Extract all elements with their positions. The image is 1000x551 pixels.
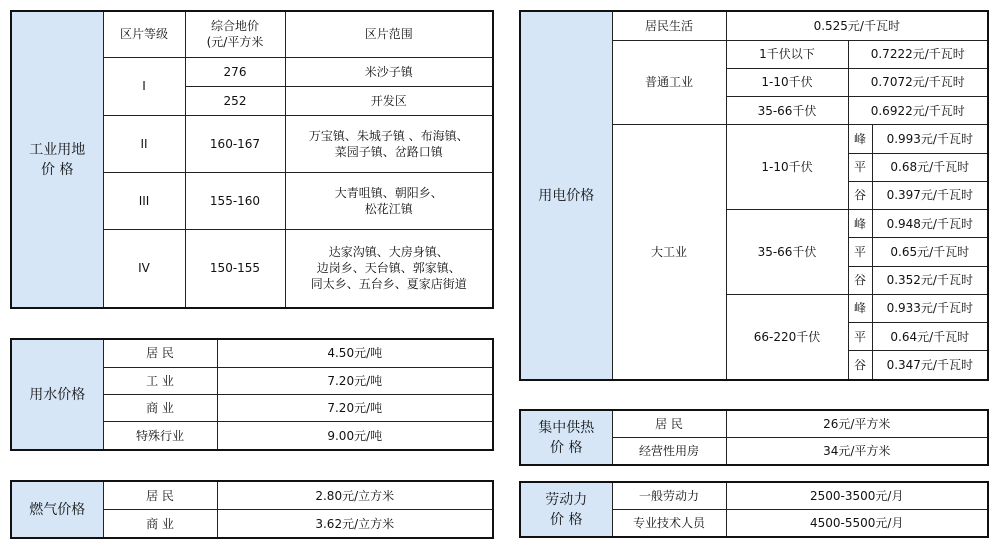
col-grade: 区片等级 <box>103 11 185 57</box>
labor-price: 4500-5500元/月 <box>726 510 988 538</box>
water-type: 特殊行业 <box>103 422 217 450</box>
tou-label-peak: 峰 <box>848 210 872 238</box>
price-cell: 0.352元/千瓦时 <box>872 266 988 294</box>
gas-header: 燃气价格 <box>11 481 103 538</box>
land-price-table <box>10 10 494 309</box>
price-cell: 0.6922元/千瓦时 <box>848 97 988 125</box>
tou-label-valley: 谷 <box>848 181 872 209</box>
land-header: 工业用地 价 格 <box>11 11 103 308</box>
price-cell: 0.397元/千瓦时 <box>872 181 988 209</box>
voltage-level: 35-66千伏 <box>726 210 848 295</box>
voltage-level: 66-220千伏 <box>726 294 848 380</box>
col-price: 综合地价 (元/平方米 <box>185 11 285 57</box>
water-price: 9.00元/吨 <box>217 422 493 450</box>
area-cell: 米沙子镇 <box>285 57 493 86</box>
col-area: 区片范围 <box>285 11 493 57</box>
price-cell: 150-155 <box>185 229 285 308</box>
price-cell: 0.948元/千瓦时 <box>872 210 988 238</box>
heating-price: 34元/平方米 <box>726 438 988 466</box>
price-cell: 155-160 <box>185 172 285 229</box>
heating-price: 26元/平方米 <box>726 410 988 438</box>
grade-cell: II <box>103 115 185 172</box>
water-type: 商 业 <box>103 394 217 421</box>
tou-label-valley: 谷 <box>848 266 872 294</box>
area-cell: 达家沟镇、大房身镇、 边岗乡、天台镇、郭家镇、 同太乡、五台乡、夏家店街道 <box>285 229 493 308</box>
price-cell: 0.7072元/千瓦时 <box>848 68 988 96</box>
electricity-header: 用电价格 <box>520 11 612 380</box>
heating-price-table <box>519 409 989 466</box>
heating-header: 集中供热 价 格 <box>520 410 612 465</box>
labor-header: 劳动力 价 格 <box>520 482 612 537</box>
area-cell: 万宝镇、朱城子镇 、布海镇、 菜园子镇、岔路口镇 <box>285 115 493 172</box>
gas-price-table <box>10 480 494 539</box>
tou-label-peak: 峰 <box>848 294 872 322</box>
gas-type: 商 业 <box>103 510 217 539</box>
grade-cell: I <box>103 57 185 115</box>
electricity-price-table <box>519 10 989 381</box>
price-cell: 0.65元/千瓦时 <box>872 238 988 266</box>
tou-label-valley: 谷 <box>848 351 872 380</box>
gas-price: 2.80元/立方米 <box>217 481 493 510</box>
price-cell: 0.993元/千瓦时 <box>872 125 988 153</box>
voltage-level: 35-66千伏 <box>726 97 848 125</box>
water-type: 居 民 <box>103 339 217 367</box>
price-cell: 0.64元/千瓦时 <box>872 323 988 351</box>
water-price-table <box>10 338 494 451</box>
grade-cell: III <box>103 172 185 229</box>
residential-label: 居民生活 <box>612 11 726 40</box>
labor-price-table <box>519 481 989 538</box>
residential-price: 0.525元/千瓦时 <box>726 11 988 40</box>
price-cell: 160-167 <box>185 115 285 172</box>
labor-price: 2500-3500元/月 <box>726 482 988 510</box>
voltage-level: 1-10千伏 <box>726 68 848 96</box>
gas-price: 3.62元/立方米 <box>217 510 493 539</box>
price-cell: 0.347元/千瓦时 <box>872 351 988 380</box>
water-type: 工 业 <box>103 367 217 394</box>
large-industry-label: 大工业 <box>612 125 726 380</box>
price-cell: 276 <box>185 57 285 86</box>
water-price: 7.20元/吨 <box>217 367 493 394</box>
labor-type: 一般劳动力 <box>612 482 726 510</box>
area-cell: 开发区 <box>285 86 493 115</box>
grade-cell: IV <box>103 229 185 308</box>
water-header: 用水价格 <box>11 339 103 450</box>
voltage-level: 1-10千伏 <box>726 125 848 210</box>
tou-label-flat: 平 <box>848 153 872 181</box>
voltage-level: 1千伏以下 <box>726 40 848 68</box>
tou-label-peak: 峰 <box>848 125 872 153</box>
labor-type: 专业技术人员 <box>612 510 726 538</box>
area-cell: 大青咀镇、朝阳乡、 松花江镇 <box>285 172 493 229</box>
tou-label-flat: 平 <box>848 323 872 351</box>
heating-type: 经营性用房 <box>612 438 726 466</box>
price-cell: 252 <box>185 86 285 115</box>
general-industry-label: 普通工业 <box>612 40 726 125</box>
water-price: 4.50元/吨 <box>217 339 493 367</box>
tou-label-flat: 平 <box>848 238 872 266</box>
gas-type: 居 民 <box>103 481 217 510</box>
heating-type: 居 民 <box>612 410 726 438</box>
price-cell: 0.68元/千瓦时 <box>872 153 988 181</box>
price-cell: 0.933元/千瓦时 <box>872 294 988 322</box>
water-price: 7.20元/吨 <box>217 394 493 421</box>
price-cell: 0.7222元/千瓦时 <box>848 40 988 68</box>
